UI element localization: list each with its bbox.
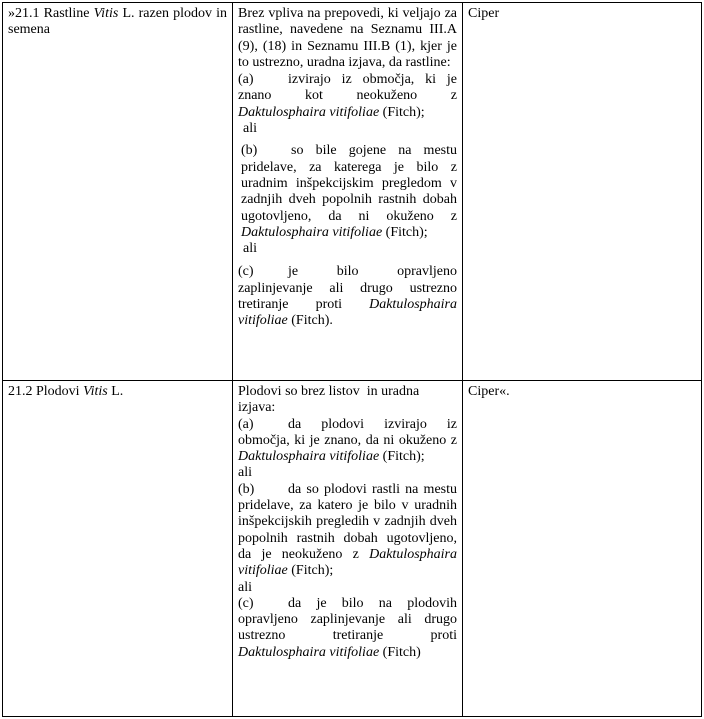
plant-requirements-table <box>2 2 702 717</box>
condition-text: izvirajo iz območja, ki je znano kot neokuženo z <box>238 72 457 104</box>
product-suffix: L. <box>107 384 124 399</box>
table-row <box>3 3 702 381</box>
condition-text: da plodovi izvirajo iz območja, ki je znano, da ni okuženo z <box>238 416 457 448</box>
condition-text: da je bilo na plodovih opravljeno zaplinjevanje ali drugo ustrezno tretiranje proti <box>238 595 457 644</box>
pest-name: Daktulosphaira vitifoliae <box>241 224 383 240</box>
condition-text: da so plodovi rastli na mestu pridelave, za katero je bilo v uradnih inšpekcijskih pregledih v zadnjih dveh popolnih rastnih dobah ugotovljeno, da je neokuženo z <box>238 481 457 562</box>
condition-a <box>238 72 457 121</box>
product-cell <box>3 3 233 381</box>
product-genus: Vitis <box>93 6 119 21</box>
connector-ali: ali <box>243 241 257 257</box>
country-name: Ciper <box>468 6 500 21</box>
product-prefix: »21.1 Rastline <box>8 6 94 21</box>
condition-text: je bilo opravljeno zaplinjevanje ali drugo ustrezno tretiranje proti <box>238 264 457 313</box>
requirement-cell <box>233 3 463 381</box>
condition-b <box>238 482 457 580</box>
condition-author: (Fitch); <box>382 224 428 240</box>
condition-a <box>238 417 457 466</box>
product-suffix: L. razen plodov in semena <box>8 6 227 38</box>
requirement-intro: Plodovi so brez listov in uradna izjava: <box>238 384 423 416</box>
product-prefix: 21.2 Plodovi <box>8 384 84 399</box>
pest-name: Daktulosphaira vitifoliae <box>238 546 457 579</box>
country-name: Ciper«. <box>468 384 510 399</box>
connector-ali: ali <box>238 465 252 481</box>
condition-text: so bile gojene na mestu pridelave, za katerega je bilo z uradnim inšpekcijskim pregledom v zadnjih dveh popolnih rastnih dobah ugotovljeno, da ni okuženo z <box>241 143 457 224</box>
condition-author: (Fitch) <box>379 644 421 660</box>
product-cell <box>3 381 233 717</box>
pest-name: Daktulosphaira vitifoliae <box>238 104 380 120</box>
condition-author: (Fitch); <box>379 104 425 120</box>
table-row <box>3 381 702 717</box>
connector-ali: ali <box>238 579 252 595</box>
condition-c <box>238 596 457 661</box>
requirement-cell <box>233 381 463 717</box>
connector-ali: ali <box>243 121 257 137</box>
condition-author: (Fitch); <box>287 563 334 579</box>
product-genus: Vitis <box>83 384 108 399</box>
requirement-intro: Brez vpliva na prepovedi, ki veljajo za rastline, navedene na Seznamu III.A (9), (18) in Seznamu III.B (1), kjer je to ustrezno, uradna izjava, da rastline: <box>238 6 457 70</box>
condition-label: (b) <box>238 481 255 497</box>
condition-label: (c) <box>238 595 254 611</box>
pest-name: Daktulosphaira vitifoliae <box>238 297 457 329</box>
country-cell <box>463 381 702 717</box>
condition-label: (b) <box>241 143 258 159</box>
condition-b <box>238 143 457 241</box>
pest-name: Daktulosphaira vitifoliae <box>238 449 380 465</box>
condition-label: (a) <box>238 72 254 88</box>
pest-name: Daktulosphaira vitifoliae <box>238 644 380 660</box>
country-cell <box>463 3 702 381</box>
condition-label: (c) <box>238 264 254 280</box>
condition-label: (a) <box>238 416 254 432</box>
condition-author: (Fitch). <box>287 313 333 329</box>
condition-c <box>238 264 457 329</box>
condition-author: (Fitch); <box>379 449 425 465</box>
